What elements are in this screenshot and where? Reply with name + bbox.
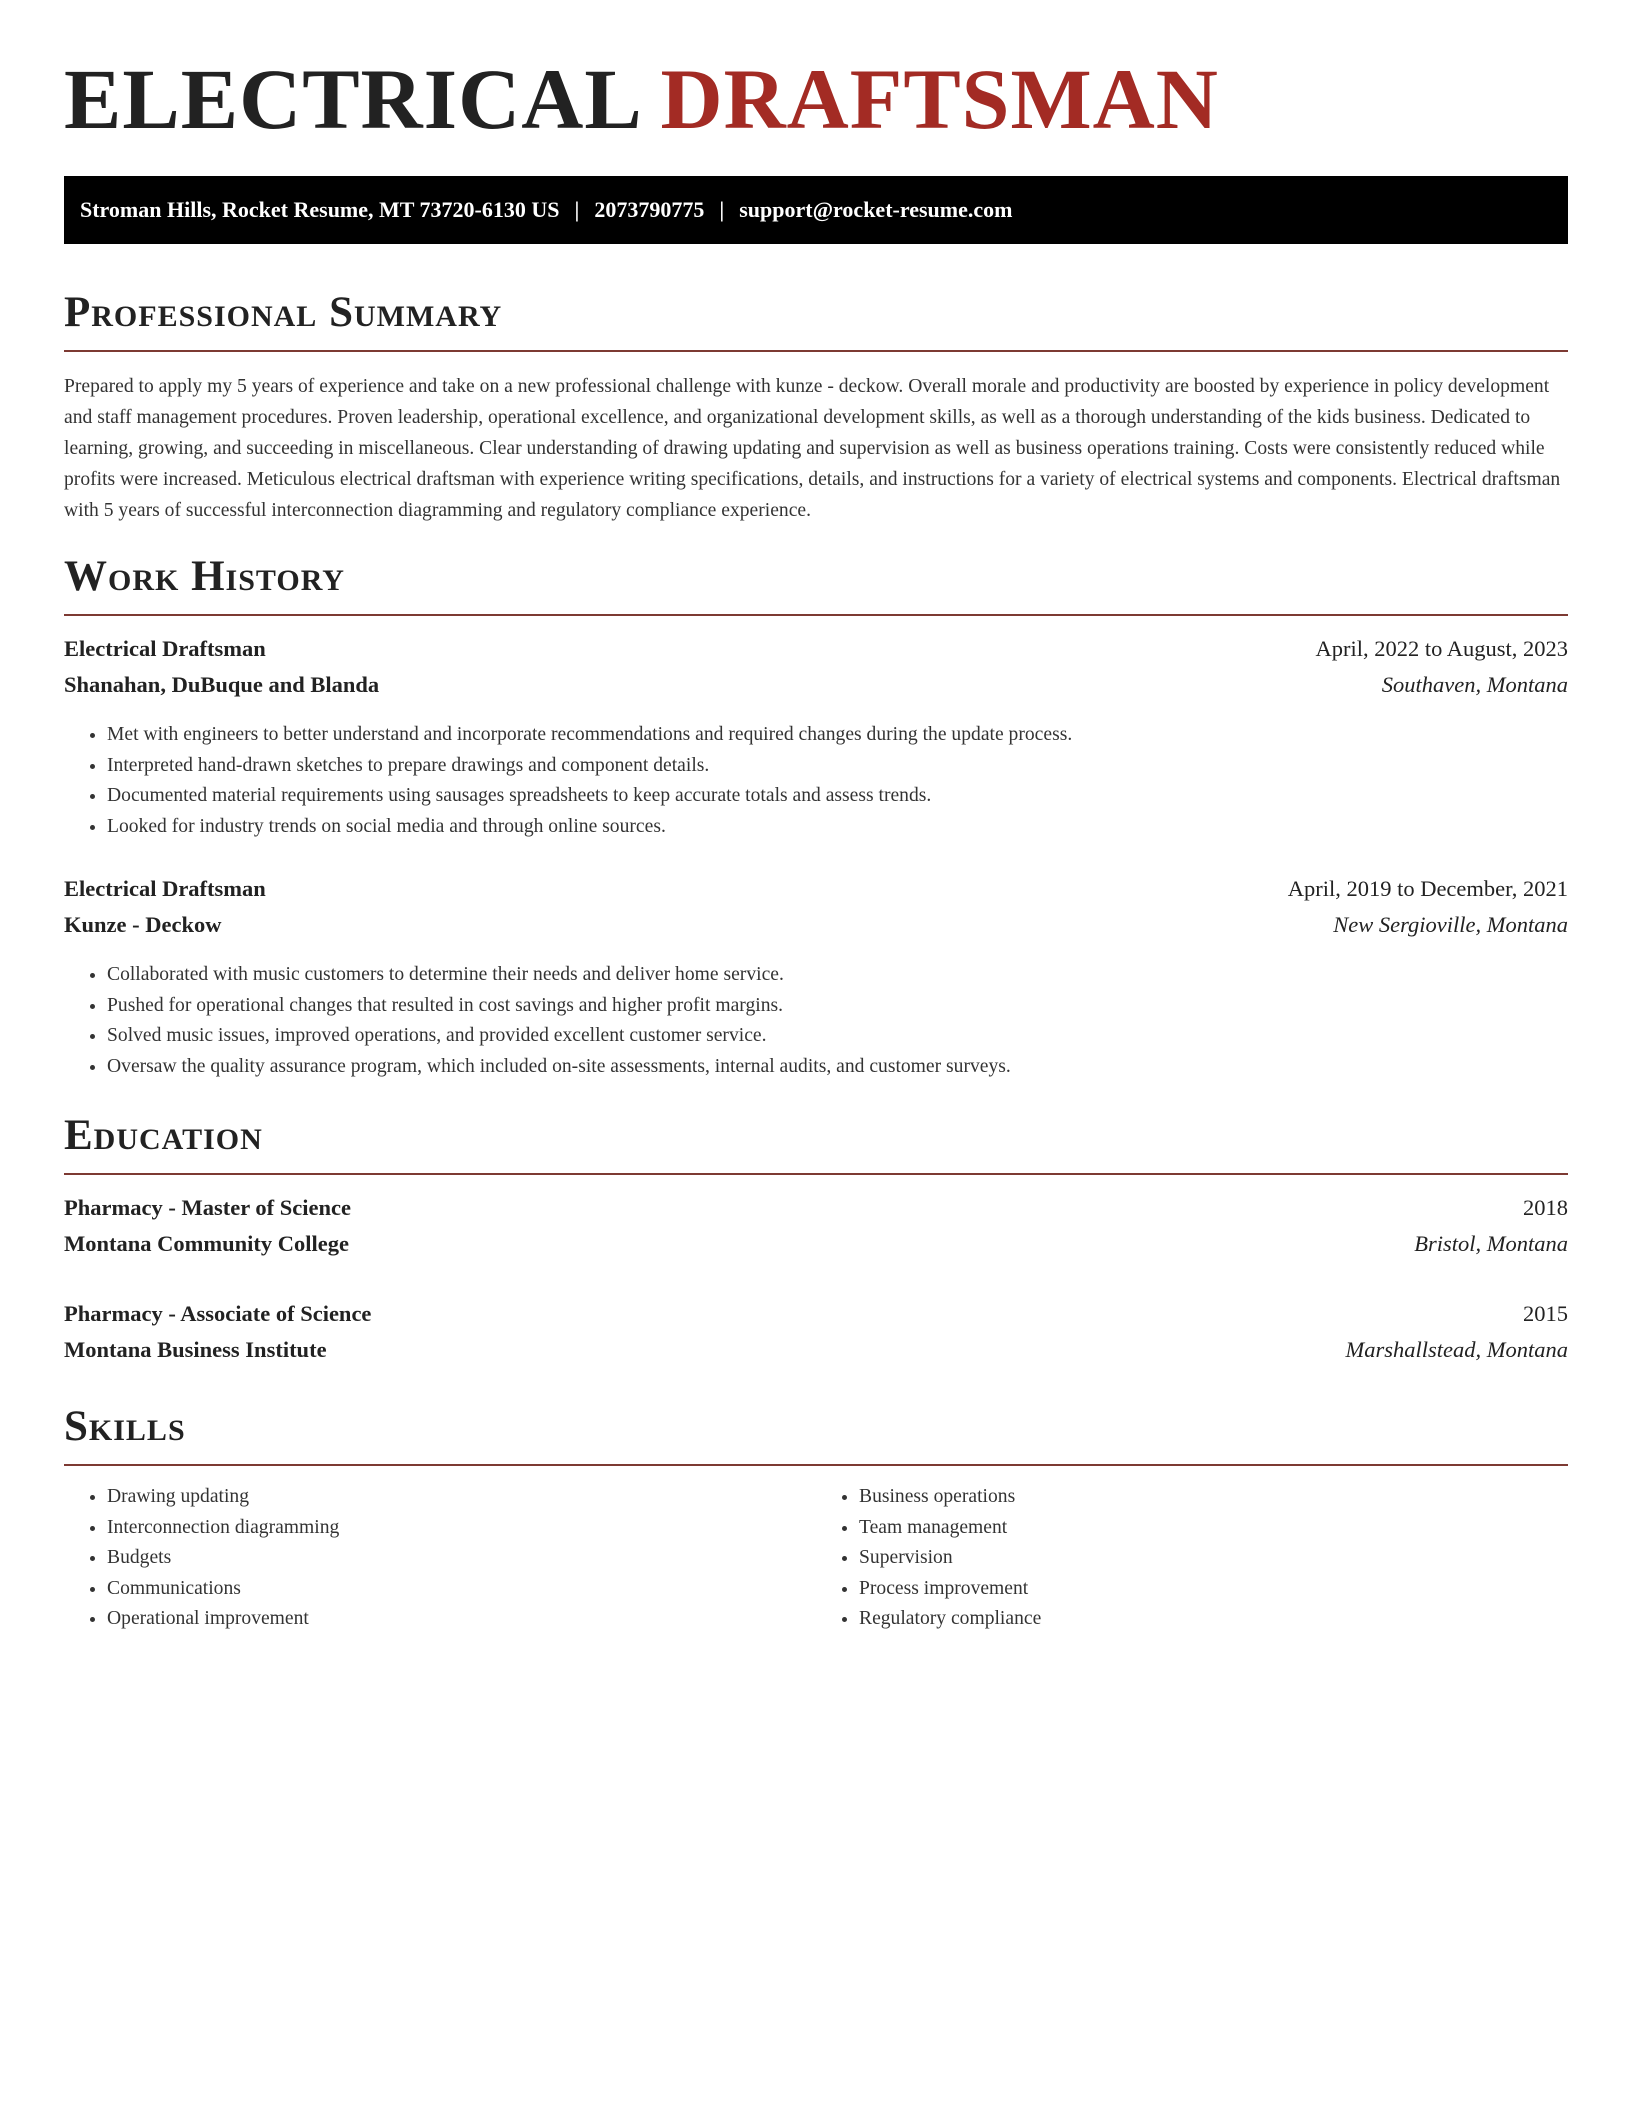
education-heading: Education: [64, 1112, 263, 1159]
school-name: Montana Community College: [64, 1231, 349, 1256]
job-bullets: [64, 960, 1568, 1082]
section-divider: [64, 350, 1568, 352]
contact-email: support@rocket-resume.com: [739, 197, 1013, 222]
contact-bar: [64, 176, 1568, 244]
contact-separator: |: [574, 197, 580, 222]
skill-item: • Operational improvement: [107, 1604, 816, 1635]
summary-section: [64, 291, 1568, 526]
education-entry: [64, 1195, 1568, 1267]
job-bullet: • Solved music issues, improved operations, and provided excellent customer service.: [107, 1021, 1568, 1052]
job-company: Kunze - Deckow: [64, 912, 222, 937]
skill-item: • Drawing updating: [107, 1482, 816, 1513]
title-word-1: ELECTRICAL: [64, 51, 638, 147]
section-divider: [64, 614, 1568, 616]
section-divider: [64, 1173, 1568, 1175]
job-entry: [64, 636, 1568, 842]
school-location: Marshallstead, Montana: [1345, 1337, 1568, 1362]
skill-item: • Team management: [859, 1513, 1568, 1544]
job-location: Southaven, Montana: [1381, 672, 1568, 697]
job-entry: [64, 876, 1568, 1082]
job-bullet: • Oversaw the quality assurance program, which included on-site assessments, internal audits, and customer surveys.: [107, 1052, 1568, 1083]
job-bullet: • Pushed for operational changes that resulted in cost savings and higher profit margins.: [107, 991, 1568, 1022]
skill-item: • Process improvement: [859, 1574, 1568, 1605]
skills-list-left: [64, 1482, 816, 1635]
job-location: New Sergioville, Montana: [1333, 912, 1568, 937]
skills-heading: Skills: [64, 1403, 186, 1450]
education-section: [64, 1114, 1568, 1373]
degree: Pharmacy - Master of Science: [64, 1195, 351, 1220]
job-bullet: • Interpreted hand-drawn sketches to prepare drawings and component details.: [107, 751, 1568, 782]
contact-separator: |: [719, 197, 725, 222]
job-dates: April, 2019 to December, 2021: [1287, 876, 1568, 901]
skill-item: • Supervision: [859, 1543, 1568, 1574]
resume-title: [64, 51, 1219, 147]
skills-section: [64, 1405, 1568, 1635]
job-title: Electrical Draftsman: [64, 636, 266, 661]
school-location: Bristol, Montana: [1414, 1231, 1568, 1256]
skills-columns: [64, 1482, 1568, 1635]
work-history-section: [64, 555, 1568, 1082]
skill-item: • Regulatory compliance: [859, 1604, 1568, 1635]
section-divider: [64, 1464, 1568, 1466]
job-company: Shanahan, DuBuque and Blanda: [64, 672, 380, 697]
school-name: Montana Business Institute: [64, 1337, 327, 1362]
job-bullet: • Met with engineers to better understand and incorporate recommendations and required changes during the update process.: [107, 720, 1568, 751]
job-title: Electrical Draftsman: [64, 876, 266, 901]
degree: Pharmacy - Associate of Science: [64, 1301, 372, 1326]
job-bullet: • Looked for industry trends on social media and through online sources.: [107, 812, 1568, 843]
skills-list-right: [816, 1482, 1568, 1635]
summary-heading: Professional Summary: [64, 289, 503, 336]
title-word-2: DRAFTSMAN: [660, 51, 1219, 147]
job-dates: April, 2022 to August, 2023: [1315, 636, 1568, 661]
job-bullet: • Collaborated with music customers to determine their needs and deliver home service.: [107, 960, 1568, 991]
skill-item: • Communications: [107, 1574, 816, 1605]
graduation-year: 2015: [1523, 1301, 1568, 1326]
education-entry: [64, 1301, 1568, 1373]
contact-phone: 2073790775: [594, 197, 705, 222]
job-bullet: • Documented material requirements using sausages spreadsheets to keep accurate totals and assess trends.: [107, 781, 1568, 812]
work-history-heading: Work History: [64, 553, 345, 600]
summary-text: Prepared to apply my 5 years of experience and take on a new professional challenge with kunze - deckow. Overall morale and productivity are boosted by experience in policy development and staff management procedures. Proven leadership, operational excellence, and organizational development skills, as well as a thorough understanding of the kids business. Dedicated to learning, growing, and succeeding in miscellaneous. Clear understanding of drawing updating and supervision as well as business operations training. Costs were consistently reduced while profits were increased. Meticulous electrical draftsman with experience writing specifications, details, and instructions for a variety of electrical systems and components. Electrical draftsman with 5 years of successful interconnection diagramming and regulatory compliance experience.: [64, 376, 1561, 521]
job-bullets: [64, 720, 1568, 842]
skill-item: • Business operations: [859, 1482, 1568, 1513]
skill-item: • Budgets: [107, 1543, 816, 1574]
graduation-year: 2018: [1523, 1195, 1568, 1220]
contact-address: Stroman Hills, Rocket Resume, MT 73720-6130 US: [80, 197, 560, 222]
skill-item: • Interconnection diagramming: [107, 1513, 816, 1544]
